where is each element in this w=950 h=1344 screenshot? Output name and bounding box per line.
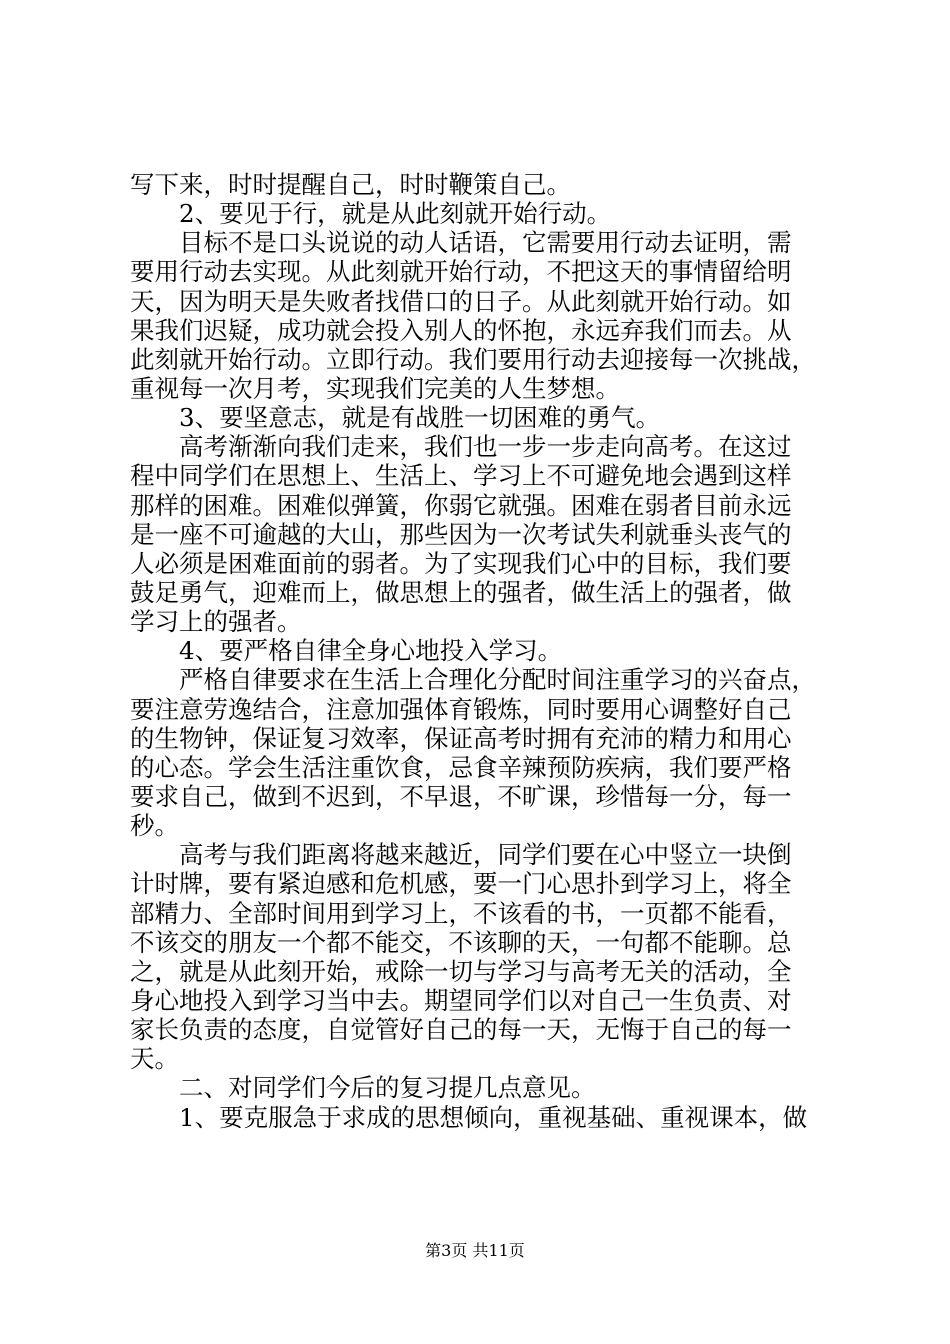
text-line: 不该交的朋友一个都不能交，不该聊的天，一句都不能聊。总 [130,927,792,957]
text-line: 要求自己，做到不迟到，不早退，不旷课，珍惜每一分，每一 [130,781,792,811]
text-line: 的心态。学会生活注重饮食，忌食辛辣预防疾病，我们要严格 [130,752,792,782]
text-line: 学习上的强者。 [130,607,302,637]
text-line: 程中同学们在思想上、生活上、学习上不可避免地会遇到这样 [130,461,792,491]
text-line: 高考与我们距离将越来越近，同学们要在心中竖立一块倒 [179,840,792,870]
text-line: 鼓足勇气，迎难而上，做思想上的强者，做生活上的强者，做 [130,577,792,607]
text-line: 天。 [130,1044,179,1074]
text-line: 二、对同学们今后的复习提几点意见。 [179,1073,596,1103]
text-line: 3、要坚意志，就是有战胜一切困难的勇气。 [179,403,661,433]
text-line: 秒。 [130,811,179,841]
text-line: 2、要见于行，就是从此刻就开始行动。 [179,199,612,229]
text-line: 家长负责的态度，自觉管好自己的每一天，无悔于自己的每一 [130,1015,792,1045]
text-line: 此刻就开始行动。立即行动。我们要用行动去迎接每一次挑战， [130,344,816,374]
text-line: 4、要严格自律全身心地投入学习。 [179,636,563,666]
text-line: 严格自律要求在生活上合理化分配时间注重学习的兴奋点， [179,665,816,695]
text-line: 写下来，时时提醒自己，时时鞭策自己。 [130,170,571,199]
text-line: 计时牌，要有紧迫感和危机感，要一门心思扑到学习上，将全 [130,869,792,899]
text-line: 天，因为明天是失败者找借口的日子。从此刻就开始行动。如 [130,286,792,316]
text-line: 要用行动去实现。从此刻就开始行动，不把这天的事情留给明 [130,257,792,287]
text-line: 要注意劳逸结合，注意加强体育锻炼，同时要用心调整好自己 [130,694,792,724]
text-line: 身心地投入到学习当中去。期望同学们以对自己一生负责、对 [130,985,792,1015]
page-footer: 第3页 共11页 [425,1241,525,1260]
text-line: 1、要克服急于求成的思想倾向，重视基础、重视课本，做 [179,1102,808,1132]
text-line: 是一座不可逾越的大山，那些因为一次考试失利就垂头丧气的 [130,519,792,549]
text-line: 之，就是从此刻开始，戒除一切与学习与高考无关的活动，全 [130,956,792,986]
text-line: 高考渐渐向我们走来，我们也一步一步走向高考。在这过 [179,432,792,462]
body-text [130,170,830,1132]
text-line: 的生物钟，保证复习效率，保证高考时拥有充沛的精力和用心 [130,723,792,753]
text-line: 果我们迟疑，成功就会投入别人的怀抱，永远弃我们而去。从 [130,315,792,345]
text-line: 那样的困难。困难似弹簧，你弱它就强。困难在弱者目前永远 [130,490,792,520]
text-line: 部精力、全部时间用到学习上，不该看的书，一页都不能看， [130,898,792,928]
text-line: 重视每一次月考，实现我们完美的人生梦想。 [130,373,620,403]
text-line: 人必须是困难面前的弱者。为了实现我们心中的目标，我们要 [130,548,792,578]
text-line: 目标不是口头说说的动人话语，它需要用行动去证明，需 [179,228,792,258]
